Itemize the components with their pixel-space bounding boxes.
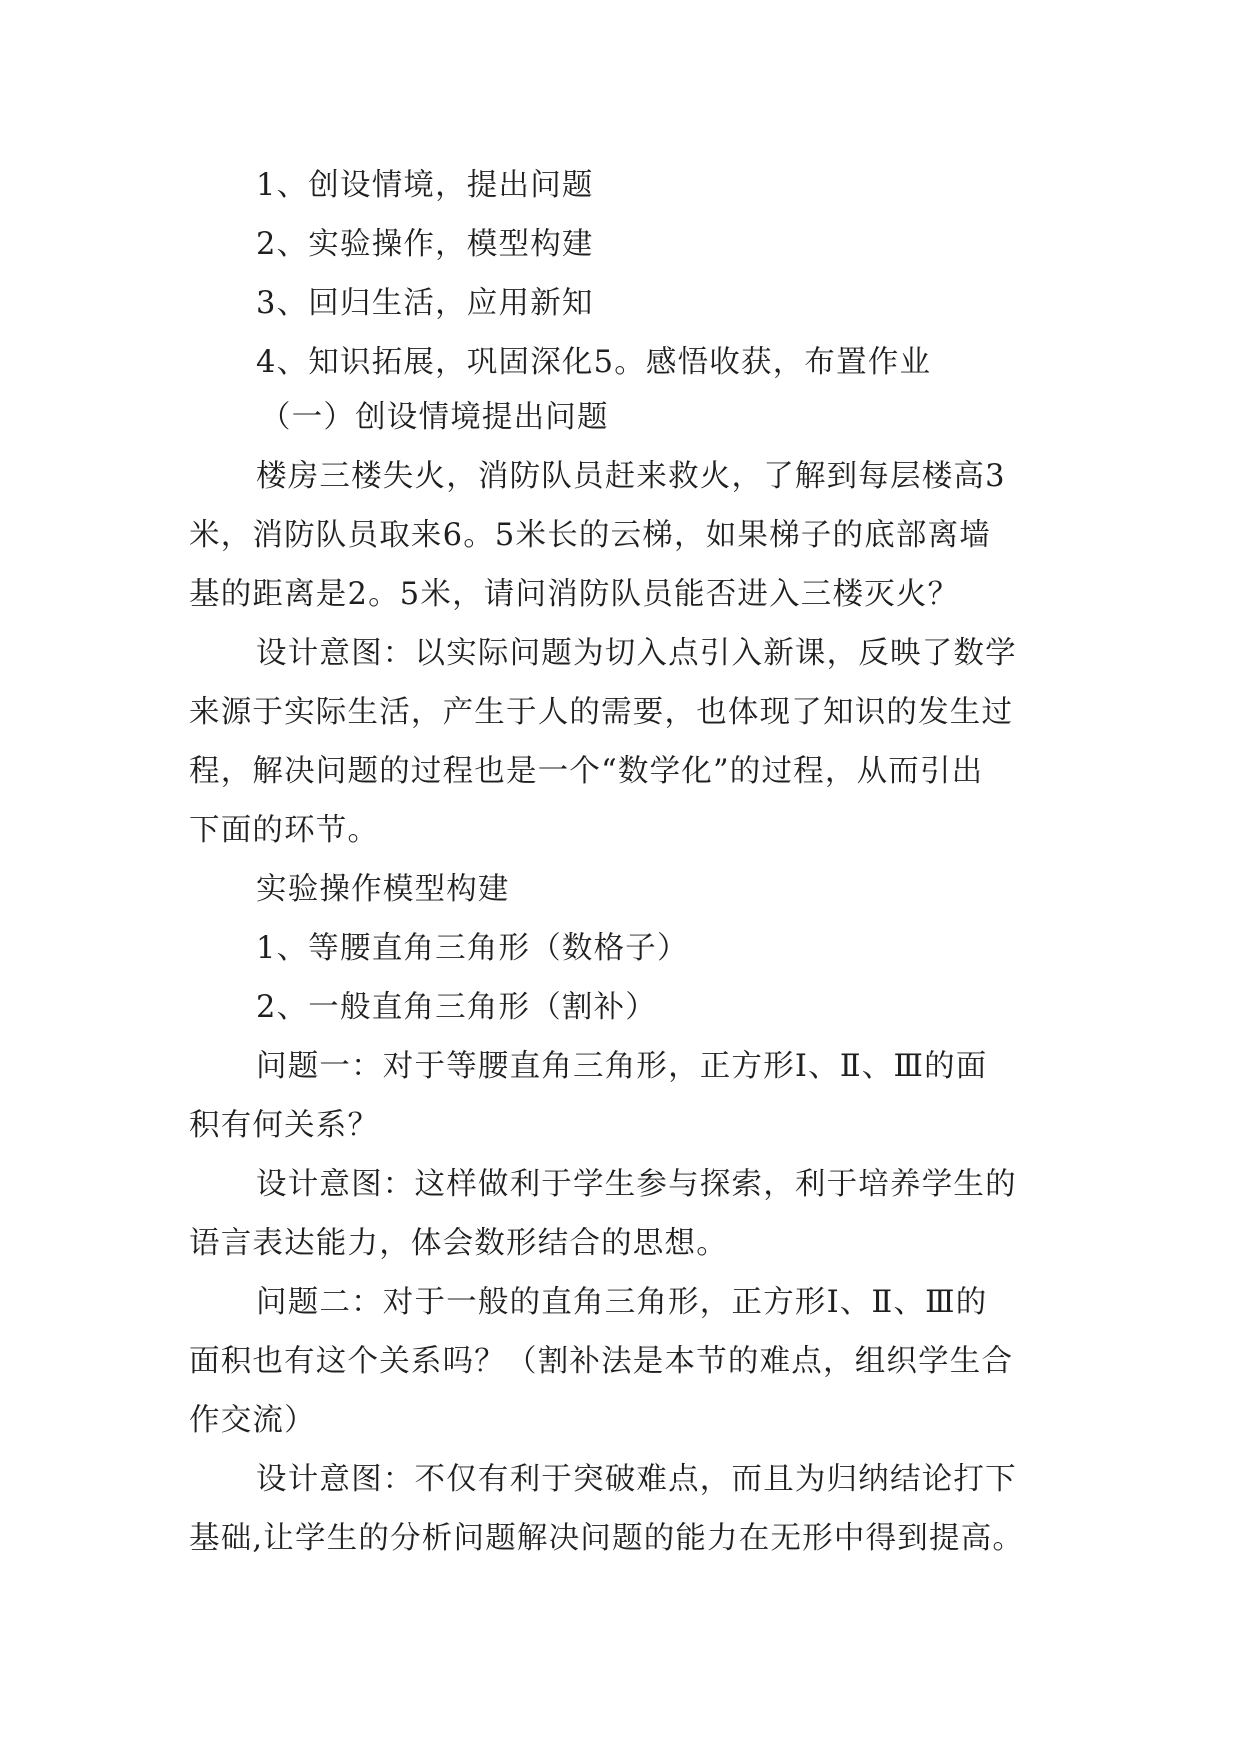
- paragraph-line: 积有何关系？: [189, 1108, 380, 1143]
- paragraph-line: 设计意图：以实际问题为切入点引入新课，反映了数学: [256, 636, 1017, 671]
- outline-item-2: 2、实验操作，模型构建: [256, 227, 594, 262]
- subheading: 实验操作模型构建: [256, 872, 510, 907]
- paragraph-line: 下面的环节。: [189, 813, 380, 848]
- list-item: 1、等腰直角三角形（数格子）: [256, 931, 689, 966]
- paragraph-line: 问题二：对于一般的直角三角形，正方形Ⅰ、Ⅱ、Ⅲ的: [256, 1285, 988, 1320]
- paragraph-line: 基的距离是2。5米，请问消防队员能否进入三楼灭火？: [189, 577, 960, 612]
- paragraph-line: 问题一：对于等腰直角三角形，正方形Ⅰ、Ⅱ、Ⅲ的面: [256, 1049, 988, 1084]
- list-item: 2、一般直角三角形（割补）: [256, 990, 658, 1025]
- paragraph-line: 楼房三楼失火，消防队员赶来救火，了解到每层楼高3: [256, 459, 1006, 494]
- section-heading: （一）创设情境提出问题: [260, 400, 609, 435]
- paragraph-line: 来源于实际生活，产生于人的需要，也体现了知识的发生过: [189, 695, 1014, 730]
- paragraph-line: 程，解决问题的过程也是一个“数学化”的过程，从而引出: [189, 754, 984, 789]
- paragraph-line: 语言表达能力，体会数形结合的思想。: [189, 1226, 728, 1261]
- paragraph-line: 设计意图：不仅有利于突破难点，而且为归纳结论打下: [256, 1462, 1017, 1497]
- outline-item-1: 1、创设情境，提出问题: [256, 168, 594, 203]
- paragraph-line: 作交流）: [189, 1403, 316, 1438]
- paragraph-line: 米，消防队员取来6。5米长的云梯，如果梯子的底部离墙: [189, 518, 992, 553]
- paragraph-line: 基础,让学生的分析问题解决问题的能力在无形中得到提高。: [189, 1521, 1025, 1556]
- paragraph-line: 设计意图：这样做利于学生参与探索，利于培养学生的: [256, 1167, 1017, 1202]
- paragraph-line: 面积也有这个关系吗？（割补法是本节的难点，组织学生合: [189, 1344, 1014, 1379]
- outline-item-4: 4、知识拓展，巩固深化5。感悟收获，布置作业: [256, 345, 932, 380]
- outline-item-3: 3、回归生活，应用新知: [256, 286, 594, 321]
